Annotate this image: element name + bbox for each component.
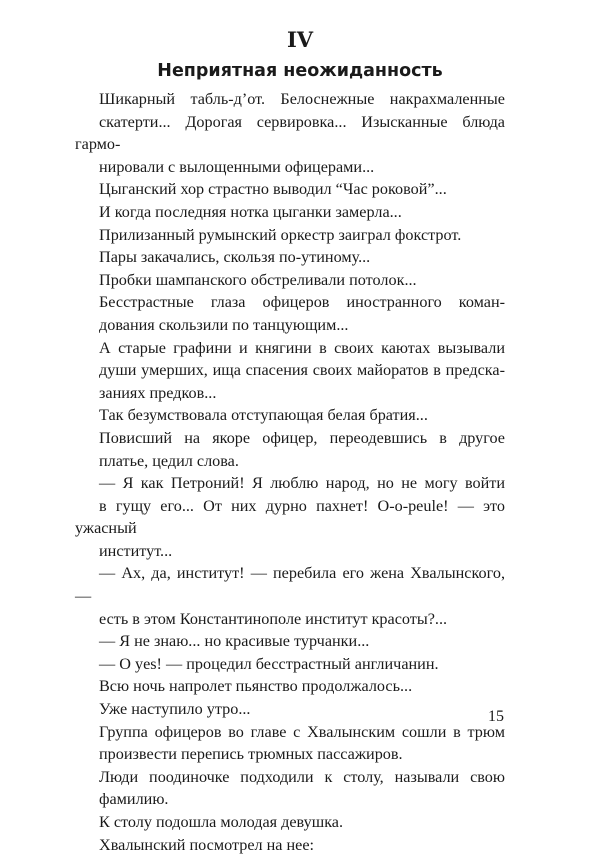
text-line: — Я не знаю... но красивые турчанки... — [99, 632, 370, 651]
text-line: заниях предков... — [99, 383, 217, 402]
text-line: души умерших, ища спасения своих майоратов в предска- — [99, 361, 505, 380]
page-number: 15 — [488, 708, 504, 725]
text-line: Бесстрастные глаза офицеров иностранного коман- — [99, 293, 505, 312]
paragraph — [75, 653, 505, 676]
paragraph — [75, 178, 505, 201]
text-line: И когда последняя нотка цыганки замерла... — [99, 202, 402, 221]
text-line: платье, цедил слова. — [99, 451, 239, 470]
text-line: Пробки шампанского обстреливали потолок... — [99, 270, 417, 289]
text-line: Группа офицеров во главе с Хвалынским сошли в трюм — [99, 722, 505, 741]
text-line: дования скользили по танцующим... — [99, 315, 349, 334]
text-line: нировали с вылощенными офицерами... — [99, 157, 375, 176]
paragraph — [75, 630, 505, 653]
paragraph — [75, 246, 505, 269]
text-line: Пары закачались, скользя по-утиному... — [99, 248, 371, 267]
text-line: К столу подошла молодая девушка. — [99, 813, 344, 831]
text-line: Хвалынский посмотрел на нее: — [99, 835, 315, 854]
text-line: Прилизанный румынский оркестр заиграл фокстрот. — [99, 225, 462, 244]
text-line: — Ах, да, институт! — перебила его жена Хвалынского, — — [75, 564, 505, 606]
chapter-title: Неприятная неожиданность — [157, 61, 443, 81]
paragraph — [75, 562, 505, 630]
text-line: А старые графини и княгини в своих каютах вызывали — [99, 338, 505, 357]
paragraph — [75, 766, 505, 811]
paragraph — [75, 675, 505, 698]
paragraph — [75, 811, 505, 834]
text-line: скатерти... Дорогая сервировка... Изысканные блюда гармо- — [75, 112, 505, 154]
text-line: есть в этом Константинополе институт красоты?... — [99, 609, 448, 628]
text-line: произвести перепись трюмных пассажиров. — [99, 745, 403, 764]
text-line: в гущу его... От них дурно пахнет! О-о-peule! — это ужасный — [75, 496, 505, 538]
body-text — [75, 88, 505, 856]
text-line: фамилию. — [99, 790, 169, 809]
text-line: институт... — [99, 541, 173, 560]
text-line: Повисший на якоре офицер, переодевшись в другое — [99, 428, 505, 447]
paragraph — [75, 201, 505, 224]
paragraph — [75, 472, 505, 562]
text-line: Цыганский хор страстно выводил “Час роковой”... — [99, 180, 447, 199]
paragraph — [75, 834, 505, 856]
text-line: Уже наступило утро... — [99, 700, 251, 719]
paragraph — [75, 224, 505, 247]
paragraph — [75, 337, 505, 405]
text-line: Шикарный табль-д’от. Белоснежные накрахмаленные — [99, 90, 505, 108]
text-line: — Я как Петроний! Я люблю народ, но не могу войти — [99, 474, 505, 493]
paragraph — [75, 88, 505, 178]
paragraph — [75, 269, 505, 292]
paragraph — [75, 721, 505, 766]
text-line: Так безумствовала отступающая белая братия... — [99, 406, 428, 425]
text-line: Всю ночь напролет пьянство продолжалось... — [99, 677, 413, 696]
paragraph — [75, 291, 505, 336]
chapter-number: IV — [286, 27, 314, 52]
text-line: — О yes! — процедил бесстрастный англичанин. — [99, 654, 439, 673]
paragraph — [75, 404, 505, 427]
paragraph — [75, 427, 505, 472]
text-line: Люди поодиночке подходили к столу, называли свою — [99, 767, 505, 786]
